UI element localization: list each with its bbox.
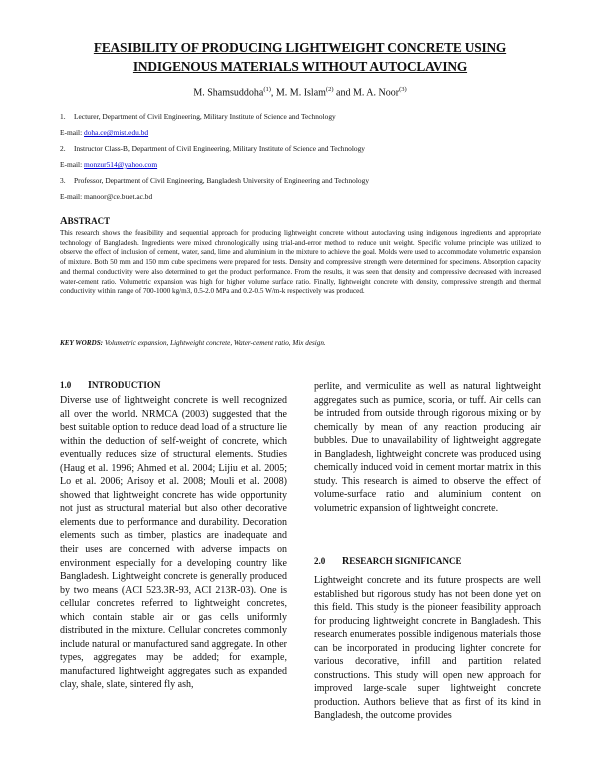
affiliation-text: Instructor Class-B, Department of Civil Engineering, Military Institute of Science and Technology <box>74 144 366 153</box>
author-affil-mark: (2) <box>325 86 334 93</box>
email-3 <box>60 192 152 201</box>
affiliation-number: 3. <box>60 176 66 185</box>
section-title-rest: NTRODUCTION <box>91 380 161 390</box>
abstract-heading-initial: A <box>60 216 68 227</box>
abstract-heading-rest: BSTRACT <box>67 216 111 226</box>
section-title-rest: ESEARCH SIGNIFICANCE <box>349 556 462 566</box>
affiliation-3 <box>60 176 369 185</box>
introduction-column-right <box>314 380 541 515</box>
affiliation-text: Lecturer, Department of Civil Engineering, Military Institute of Science and Technology <box>74 112 336 121</box>
author-separator: , <box>270 87 276 99</box>
affiliation-2 <box>60 144 365 153</box>
email-label: E-mail: <box>60 160 85 169</box>
introduction-paragraph: Diverse use of lightweight concrete is well recognized all over the world. NRMCA (2003) suggested that the best suitable option to reduce dead load of a structure lie within the deduction of self-weight of concrete, which eventually reduces size of structural elements. Studies (Haug et al. 1996; Ahmed et al. 2004; Lijiu et al. 2005; Lo et al. 2006; Arisoy et al. 2008; Mouli et al. 2008) showed that lightweight concrete has wide opportunity not just as structural material but also other decorative elements due to performance and durability. Decoration elements such as timber, plastics are inadequate and their uses are concerned with adverse impacts on environment especially for a developing country like Bangladesh. Lightweight concrete is generally produced by two means (ACI 523.3R-93, ACI 213R-03). One is cellular concretes referred to lightweight concretes, which contain stable air or gas cells uniformly distributed in the mixture. Cellular concretes commonly include natural or manufactured sand aggregate. In other types, aggregates may be added; for example, manufactured lightweight aggregates such as expanded clay, shale, slate, sintered fly ash, <box>60 395 287 691</box>
email-label: E-mail: <box>60 128 85 137</box>
research-significance-paragraph: Lightweight concrete and its future prospects are well established but rigorous study has not been done yet on this field. This study is the pioneer feasibility approach for producing lightweight concrete in Bangladesh. This research enumerates possible indigenous materials those can be incorporated in producing lighter concrete for various decorative, infill and partition related constructions. This study will open new approach for improved large-scale super lightweight concrete production. Authors believe that as first of its kind in Bangladesh, the outcome provides <box>314 575 541 722</box>
abstract-body: This research shows the feasibility and sequential approach for producing lightweight concrete without autoclaving using indigenous ingredients and appropriate technology of Bangladesh. Ingredients were mixed chronologically using trial-and-error method to reduce unit weight. Specific volume principle was utilized to observe the effect of inclusion of cement, water, sand, lime and aluminium in the mixture to achieve the goal. Molds were used to accommodate volumetric expansion of mixture. Both 50 mm and 150 mm cube specimens were prepared for tests. Density and compressive strength were determined for specimens. Absorption capacity and thermal conductivity were also determined to get the product performance. From the results, it was seen that density and compressive decreased with increased water-cement ratio. Volumetric expansion was high for higher volume surface ratio. Finally, lightweight concrete with density, compressive strength and thermal conductivity within range of 700-1000 kg/m3, 0.5-2.0 MPa and 0.2-0.5 W/m-k respectively was produced. <box>60 229 541 296</box>
section-number: 1.0 <box>60 380 72 390</box>
affiliation-number: 1. <box>60 112 66 121</box>
email-link[interactable]: doha.ce@mist.edu.bd <box>84 128 149 137</box>
section-title-initial: R <box>342 556 350 567</box>
author-name: M. M. Islam <box>275 87 326 99</box>
section-title-initial: I <box>88 380 92 391</box>
affiliation-number: 2. <box>60 144 66 153</box>
email-text: manoor@ce.buet.ac.bd <box>84 192 153 201</box>
keywords-label: KEY WORDS: <box>60 339 104 347</box>
email-link[interactable]: monzur514@yahoo.com <box>84 160 158 169</box>
email-label: E-mail: <box>60 192 85 201</box>
author-name: M. Shamsuddoha <box>193 87 264 99</box>
author-affil-mark: (3) <box>399 86 407 93</box>
section-heading-introduction <box>60 380 160 391</box>
research-significance-column <box>314 574 541 723</box>
author-list <box>0 86 600 98</box>
affiliation-text: Professor, Department of Civil Engineering, Bangladesh University of Engineering and Technology <box>74 176 370 185</box>
section-heading-research-significance <box>314 556 462 567</box>
introduction-column-left <box>60 394 287 692</box>
author-separator: and <box>333 87 353 99</box>
title-line-2: INDIGENOUS MATERIALS WITHOUT AUTOCLAVING <box>132 59 468 74</box>
section-number: 2.0 <box>314 556 326 566</box>
introduction-continued: perlite, and vermiculite as well as natural lightweight aggregates such as pumice, scoria, or tuff. Air cells can be intruded from outside through rigorous mixing or by chemically by mean of any reaction producing air bubbles. Due to unavailability of lightweight aggregate in Bangladesh, lightweight concrete was produced using chemically induced void in cement mortar matrix in this study. This research is aimed to observe the effect of volume-surface ratio and aluminium content on volumetric expansion of lightweight concrete. <box>314 381 541 514</box>
email-1 <box>60 128 148 137</box>
abstract-heading <box>60 216 110 227</box>
author-name: M. A. Noor <box>352 87 400 99</box>
paper-title <box>40 38 560 76</box>
title-line-1: FEASIBILITY OF PRODUCING LIGHTWEIGHT CONCRETE USING <box>93 40 507 55</box>
email-2 <box>60 160 157 169</box>
keywords-list: Volumetric expansion, Lightweight concrete, Water-cement ratio, Mix design. <box>103 339 326 347</box>
author-affil-mark: (1) <box>263 86 271 93</box>
affiliation-1 <box>60 112 336 121</box>
keywords <box>60 339 326 347</box>
